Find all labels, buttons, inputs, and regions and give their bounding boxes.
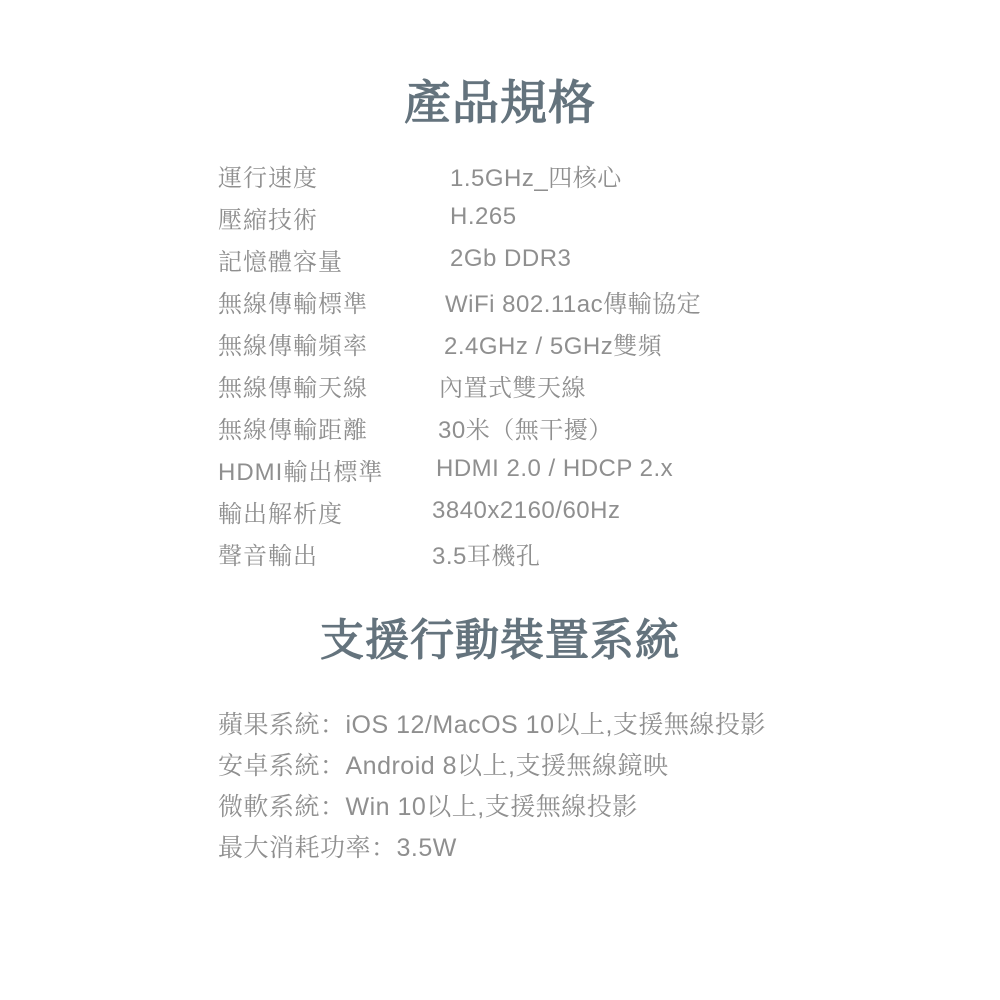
spec-value: 2Gb DDR3 — [450, 245, 572, 273]
spec-label: HDMI輸出標準 — [218, 458, 384, 486]
spec-label: 記憶體容量 — [218, 248, 343, 276]
mobile-line-power: 最大消耗功率：3.5W — [218, 834, 457, 863]
spec-label: 無線傳輸天線 — [218, 374, 368, 402]
spec-label: 無線傳輸頻率 — [218, 332, 368, 360]
spec-value: 2.4GHz / 5GHz雙頻 — [444, 332, 663, 360]
spec-list — [218, 154, 1000, 574]
spec-value: H.265 — [450, 203, 517, 231]
spec-value: 30米（無干擾） — [438, 416, 613, 444]
spec-value: WiFi 802.11ac傳輸協定 — [445, 290, 702, 318]
spec-row-compression — [218, 196, 1000, 238]
spec-label: 輸出解析度 — [218, 500, 343, 528]
spec-value: 3.5耳機孔 — [432, 542, 541, 570]
spec-label: 壓縮技術 — [218, 206, 318, 234]
spec-row-wifi-frequency — [218, 322, 1000, 364]
spec-row-hdmi-standard — [218, 448, 1000, 490]
spec-row-resolution — [218, 490, 1000, 532]
mobile-line-apple: 蘋果系統：iOS 12/MacOS 10以上,支援無線投影 — [218, 711, 766, 740]
mobile-line-android: 安卓系統：Android 8以上,支援無線鏡映 — [218, 752, 669, 781]
spec-row-cpu-speed — [218, 154, 1000, 196]
spec-label: 無線傳輸標準 — [218, 290, 368, 318]
spec-value: 1.5GHz_四核心 — [450, 164, 622, 192]
spec-row-wifi-standard — [218, 280, 1000, 322]
spec-value: 內置式雙天線 — [439, 374, 586, 402]
page-title: 產品規格 — [404, 76, 596, 129]
spec-value: HDMI 2.0 / HDCP 2.x — [436, 455, 674, 483]
spec-value: 3840x2160/60Hz — [432, 497, 621, 525]
mobile-line-windows: 微軟系統：Win 10以上,支援無線投影 — [218, 793, 638, 822]
spec-row-antenna — [218, 364, 1000, 406]
spec-row-memory — [218, 238, 1000, 280]
spec-row-audio-output — [218, 532, 1000, 574]
spec-label: 無線傳輸距離 — [218, 416, 368, 444]
spec-label: 運行速度 — [218, 164, 318, 192]
mobile-support-list — [218, 703, 1000, 867]
spec-label: 聲音輸出 — [218, 542, 318, 570]
mobile-support-title: 支援行動裝置系統 — [320, 616, 680, 666]
spec-row-range — [218, 406, 1000, 448]
